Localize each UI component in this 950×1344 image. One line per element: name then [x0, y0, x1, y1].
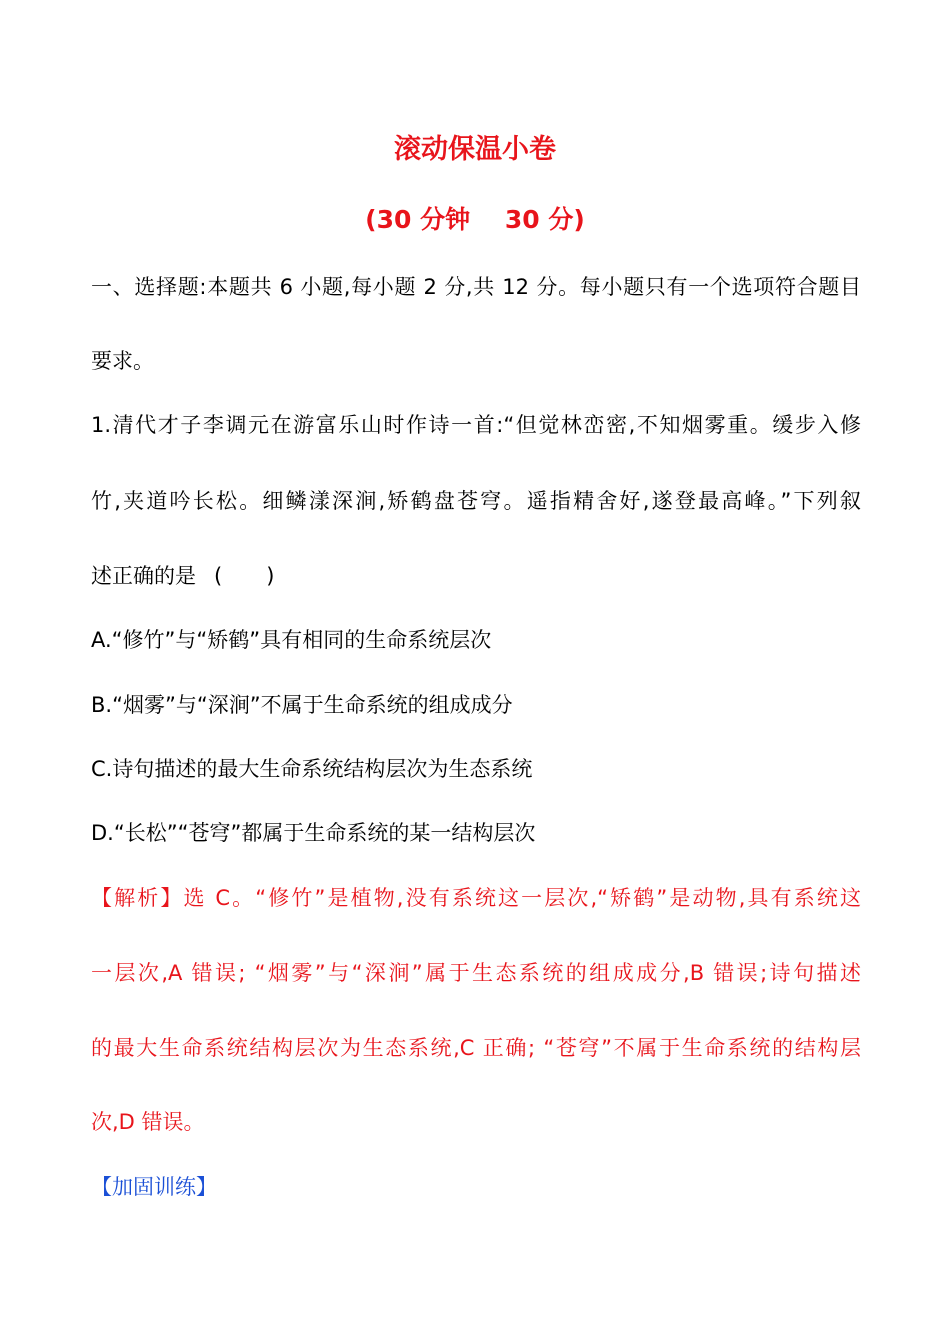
page-title: 滚动保温小卷: [394, 134, 556, 165]
analysis-line-3: 的最大生命系统结构层次为生态系统,C 正确; “苍穹”不属于生命系统的结构层: [91, 1036, 861, 1060]
question-stem-line-2: 竹,夹道吟长松。细鳞漾深涧,矫鹤盘苍穹。遥指精舍好,遂登最高峰。”下列叙: [91, 489, 861, 513]
option-d: D.“长松”“苍穹”都属于生命系统的某一结构层次: [91, 821, 536, 845]
option-a: A.“修竹”与“矫鹤”具有相同的生命系统层次: [91, 628, 492, 652]
question-stem-line-1: 1.清代才子李调元在游富乐山时作诗一首:“但觉林峦密,不知烟雾重。缓步入修: [91, 413, 861, 437]
analysis-line-4: 次,D 错误。: [91, 1110, 205, 1134]
analysis-line-2: 一层次,A 错误; “烟雾”与“深涧”属于生态系统的组成成分,B 错误;诗句描述: [91, 961, 861, 985]
question-stem-text: 述正确的是: [91, 564, 196, 588]
page-subtitle: (30 分钟 30 分): [365, 205, 585, 234]
section-instruction-line-1: 一、选择题:本题共 6 小题,每小题 2 分,共 12 分。每小题只有一个选项符合题目: [91, 275, 861, 299]
section-instruction-line-2: 要求。: [91, 349, 154, 373]
answer-paren-open: (: [214, 564, 223, 588]
option-c: C.诗句描述的最大生命系统结构层次为生态系统: [91, 757, 533, 781]
answer-blank: [214, 561, 274, 591]
answer-paren-close: ): [266, 564, 275, 588]
reinforce-training-label: 【加固训练】: [91, 1175, 217, 1199]
option-b: B.“烟雾”与“深涧”不属于生命系统的组成成分: [91, 693, 513, 717]
question-stem-line-3: [91, 561, 861, 591]
analysis-line-1: 【解析】选 C。“修竹”是植物,没有系统这一层次,“矫鹤”是动物,具有系统这: [91, 886, 861, 910]
